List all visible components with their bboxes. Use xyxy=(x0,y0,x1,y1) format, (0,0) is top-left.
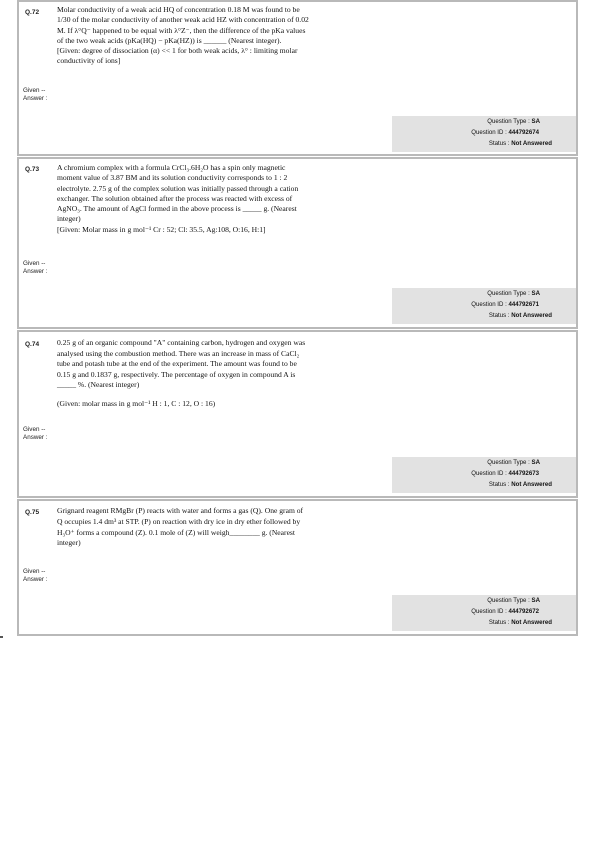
given-answer xyxy=(23,260,48,275)
status-label: Status : xyxy=(488,140,510,147)
question-id-value: 444792674 xyxy=(508,129,539,136)
question-status xyxy=(489,138,552,149)
status-value: Not Answered xyxy=(511,481,552,488)
question-text xyxy=(57,506,377,549)
question-id-label: Question ID : xyxy=(471,301,507,308)
question-number: Q.72 xyxy=(25,9,40,16)
question-line: H₃O⁺ forms a compound (Z). 0.1 mole of (Z) will weigh________ g. (Nearest xyxy=(57,527,296,537)
question-line xyxy=(57,391,377,399)
given-answer xyxy=(23,426,48,441)
question-type-label: Question Type : xyxy=(487,118,530,125)
question-line: 0.15 g and 0.1837 g, respectively. The percentage of oxygen in compound A is xyxy=(57,369,296,379)
given-label: Given -- xyxy=(23,260,46,267)
question-number: Q.74 xyxy=(25,341,40,348)
question-line: of the two weak acids (pKa(HQ) − pKa(HZ)) is ______ (Nearest integer). xyxy=(57,35,282,45)
question-line: tube and potash tube at the end of the experiment. The amount was found to be xyxy=(57,359,297,369)
question-meta-box xyxy=(392,116,576,152)
status-label: Status : xyxy=(488,481,510,488)
question-line: 1/30 of the molar conductivity of another weak acid HZ with concentration of 0.02 xyxy=(57,15,309,25)
question-type-value: SA xyxy=(531,459,540,466)
answer-label: Answer : xyxy=(23,94,48,102)
question-id-label: Question ID : xyxy=(471,129,507,136)
answer-label: Answer : xyxy=(23,433,48,441)
question-block-75 xyxy=(17,499,578,636)
question-id-value: 444792672 xyxy=(508,608,539,615)
status-value: Not Answered xyxy=(511,619,552,626)
question-id xyxy=(471,468,539,479)
page-edge-mark xyxy=(0,636,3,638)
question-status xyxy=(489,310,552,321)
question-line: Q occupies 1.4 dm³ at STP. (P) on reaction with dry ice in dry ether followed by xyxy=(57,516,301,526)
question-type-value: SA xyxy=(531,597,540,604)
question-meta-box xyxy=(392,288,576,324)
question-text xyxy=(57,5,377,67)
question-line: moment value of 3.87 BM and its solution conductivity corresponds to 1 : 2 xyxy=(57,173,288,183)
question-line: analysed using the combustion method. There was an increase in mass of CaCl₂ xyxy=(57,348,300,358)
question-text xyxy=(57,163,377,235)
question-meta-box xyxy=(392,595,576,631)
question-line: exchanger. The solution obtained after the process was reacted with excess of xyxy=(57,193,293,203)
question-line: Molar conductivity of a weak acid HQ of concentration 0.18 M was found to be xyxy=(57,5,300,14)
question-block-74 xyxy=(17,330,578,498)
question-type-value: SA xyxy=(531,118,540,125)
question-type-label: Question Type : xyxy=(487,459,530,466)
question-number: Q.75 xyxy=(25,509,40,516)
question-line: M. If λ°Q⁻ happened to be equal with λ°Z⁻, then the difference of the pKa values xyxy=(57,25,306,35)
question-type xyxy=(487,595,540,606)
question-number: Q.73 xyxy=(25,166,40,173)
question-id xyxy=(471,606,539,617)
question-line: _____ %. (Nearest integer) xyxy=(57,380,140,390)
question-line: electrolyte. 2.75 g of the complex solution was initially passed through a cation xyxy=(57,183,299,193)
status-label: Status : xyxy=(488,619,510,626)
given-label: Given -- xyxy=(23,426,46,433)
given-answer xyxy=(23,87,48,102)
question-block-73 xyxy=(17,157,578,329)
question-line: 0.25 g of an organic compound "A" containing carbon, hydrogen and oxygen was xyxy=(57,338,306,347)
question-type-label: Question Type : xyxy=(487,597,530,604)
question-id xyxy=(471,127,539,138)
question-id-value: 444792673 xyxy=(508,470,539,477)
question-type xyxy=(487,288,540,299)
question-line: AgNO₃. The amount of AgCl formed in the above process is _____ g. (Nearest xyxy=(57,204,297,214)
question-type xyxy=(487,457,540,468)
question-id xyxy=(471,299,539,310)
status-value: Not Answered xyxy=(511,312,552,319)
question-line: (Given: molar mass in g mol⁻¹ H : 1, C : 12, O : 16) xyxy=(57,398,216,408)
question-line: Grignard reagent RMgBr (P) reacts with water and forms a gas (Q). One gram of xyxy=(57,506,304,515)
answer-label: Answer : xyxy=(23,575,48,583)
given-answer xyxy=(23,568,48,583)
question-type-value: SA xyxy=(531,290,540,297)
question-block-72 xyxy=(17,0,578,156)
given-label: Given -- xyxy=(23,568,46,575)
question-status xyxy=(489,617,552,628)
question-line: integer) xyxy=(57,538,81,548)
given-label: Given -- xyxy=(23,87,46,94)
answer-label: Answer : xyxy=(23,267,48,275)
question-status xyxy=(489,479,552,490)
question-id-value: 444792671 xyxy=(508,301,539,308)
question-line: A chromium complex with a formula CrCl₃.6H₂O has a spin only magnetic xyxy=(57,163,286,172)
question-type-label: Question Type : xyxy=(487,290,530,297)
question-line: [Given: Molar mass in g mol⁻¹ Cr : 52; Cl: 35.5, Ag:108, O:16, H:1] xyxy=(57,224,266,234)
question-id-label: Question ID : xyxy=(471,608,507,615)
question-line: [Given: degree of dissociation (α) << 1 for both weak acids, λ° : limiting molar xyxy=(57,46,298,56)
question-meta-box xyxy=(392,457,576,493)
status-label: Status : xyxy=(488,312,510,319)
question-id-label: Question ID : xyxy=(471,470,507,477)
question-line: integer) xyxy=(57,214,81,224)
question-line: conductivity of ions] xyxy=(57,56,121,66)
question-type xyxy=(487,116,540,127)
question-text xyxy=(57,338,377,410)
status-value: Not Answered xyxy=(511,140,552,147)
